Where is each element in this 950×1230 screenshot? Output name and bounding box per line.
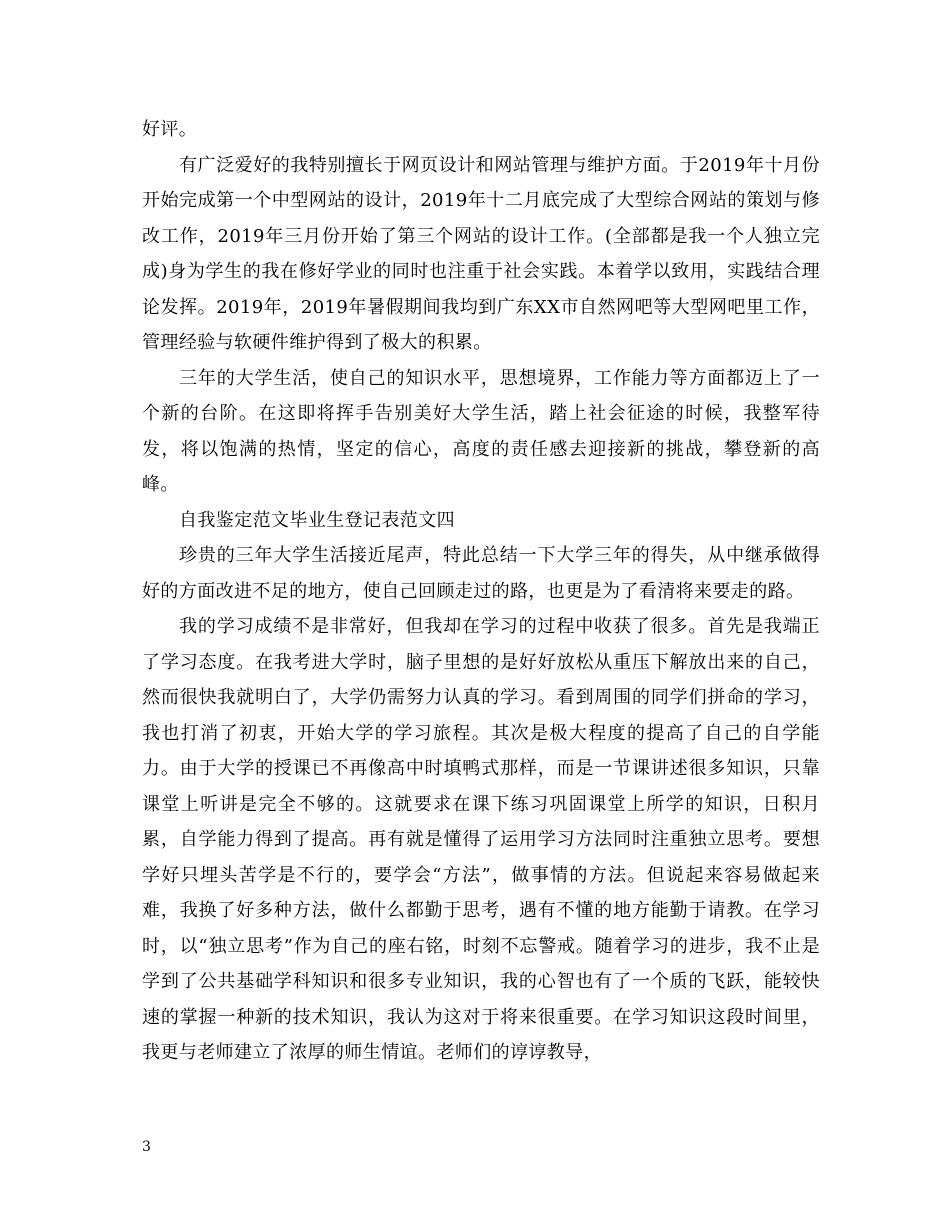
page-number: 3 [142, 1139, 151, 1155]
document-body [142, 112, 820, 1071]
section-heading: 自我鉴定范文毕业生登记表范文四 [179, 509, 455, 531]
paragraph-1: 好评。 [142, 119, 198, 140]
paragraph-4: 珍贵的三年大学生活接近尾声，特此总结一下大学三年的得失，从中继承做得好的方面改进不足的地方，使自己回顾走过的路，也更是为了看清将来要走的路。 [142, 545, 820, 602]
paragraph-3: 三年的大学生活，使自己的知识水平，思想境界，工作能力等方面都迈上了一个新的台阶。在这即将挥手告别美好大学生活，踏上社会征途的时候，我整军待发，将以饱满的热情，坚定的信心，高度的责任感去迎接新的挑战，攀登新的高峰。 [142, 367, 820, 495]
paragraph-2: 有广泛爱好的我特别擅长于网页设计和网站管理与维护方面。于2019年十月份开始完成第一个中型网站的设计，2019年十二月底完成了大型综合网站的策划与修改工作，2019年三月份开始了第三个网站的设计工作。(全部都是我一个人独立完成)身为学生的我在修好学业的同时也注重于社会实践。本着学以致用，实践结合理论发挥。2019年，2019年暑假期间我均到广东XX市自然网吧等大型网吧里工作，管理经验与软硬件维护得到了极大的积累。 [142, 154, 820, 353]
paragraph-5: 我的学习成绩不是非常好，但我却在学习的过程中收获了很多。首先是我端正了学习态度。在我考进大学时，脑子里想的是好好放松从重压下解放出来的自己，然而很快我就明白了，大学仍需努力认真的学习。看到周围的同学们拼命的学习，我也打消了初衷，开始大学的学习旅程。其次是极大程度的提高了自己的自学能力。由于大学的授课已不再像高中时填鸭式那样，而是一节课讲述很多知识，只靠课堂上听讲是完全不够的。这就要求在课下练习巩固课堂上所学的知识，日积月累，自学能力得到了提高。再有就是懂得了运用学习方法同时注重独立思考。要想学好只埋头苦学是不行的，要学会“方法”，做事情的方法。但说起来容易做起来难，我换了好多种方法，做什么都勤于思考，遇有不懂的地方能勤于请教。在学习时，以“独立思考”作为自己的座右铭，时刻不忘警戒。随着学习的进步，我不止是学到了公共基础学科知识和很多专业知识，我的心智也有了一个质的飞跃，能较快速的掌握一种新的技术知识，我认为这对于将来很重要。在学习知识这段时间里，我更与老师建立了浓厚的师生情谊。老师们的谆谆教导， [142, 616, 820, 1063]
